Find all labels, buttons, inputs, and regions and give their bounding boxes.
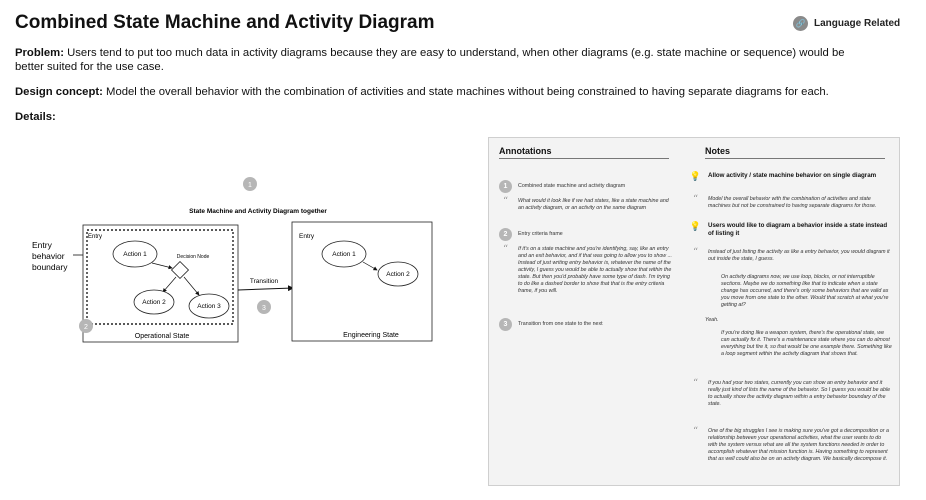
note-1-quote (689, 196, 891, 210)
problem-text: Users tend to put too much data in activity diagrams because they are easy to understand, when other diagrams (e.g. state machine or sequence) would be better suited for the use case. (15, 47, 845, 73)
engineering-entry-label: Entry (299, 233, 315, 240)
op-action-2-label: Action 2 (142, 299, 166, 306)
quote-icon: “ (502, 244, 509, 255)
operational-state[interactable] (83, 225, 238, 342)
note-2-followup-text: On activity diagrams now, we use loop, blocks, or not interruptible sections. Maybe we do something like that to indicate when a state change has occurred, and there's only some behaviors that are valid as you move from one state to the other. Would that scratch at what you're getting at? (721, 274, 889, 308)
annotation-2-quote-text: If it's on a state machine and you're identifying, say, like an entry and an exit behavior, and if that was going to allow you to show ... Instead of just writing entry behavior is, whatever the name of the activity, I guess you would be able to actually show that within the state. But then you'd probably have some type of dash. I'm trying to do like a dashed border to show that that is the entry criteria frame, if you will. (518, 246, 673, 294)
annotations-heading: Annotations (499, 146, 669, 159)
note-2-followup (721, 274, 893, 309)
marker-3-label: 3 (262, 305, 266, 312)
annotation-1-quote-text: What would it look like if we had states, like a state machine and an activity diagram, or an activity on the same diagram (518, 198, 669, 211)
op-action-3-label: Action 3 (197, 303, 221, 310)
quote-icon: “ (692, 378, 699, 389)
annotation-3-text: Transition from one state to the next (518, 321, 603, 327)
lightbulb-icon: 💡 (689, 221, 702, 231)
engineering-state[interactable] (292, 222, 432, 341)
marker-1-label: 1 (248, 182, 252, 189)
annotation-2-number: 2 (499, 228, 512, 241)
entry-behavior-line-2: behavior (32, 251, 65, 261)
transition-label: Transition (249, 278, 279, 285)
quote-icon: “ (692, 426, 699, 437)
marker-2-label: 2 (84, 324, 88, 331)
design-text: Model the overall behavior with the combination of activities and state machines without being constrained to having separate diagrams for each. (102, 86, 829, 98)
link-icon: 🔗 (793, 16, 808, 31)
note-3-quote-text: If you had your two states, currently you can show an entry behavior and it really just kind of lists the name of the behavior. So I guess you would be able to actually show the activity diagram within a entry behavior boundary of the state. (708, 380, 891, 407)
annotations-notes-panel (488, 137, 900, 486)
annotation-1-text: Combined state machine and activity diagram (518, 183, 626, 189)
decision-node-label: Decision Node (176, 254, 210, 260)
note-1-quote-text: Model the overall behavior with the combination of activities and state machines but not be constrained to having separate diagrams for those. (708, 196, 877, 209)
annotations-column (499, 146, 673, 476)
note-2-followup-2-text: If you're doing like a weapon system, there's the operational state, we can actually fix it. There's a maintenance state where you can do almost everything but fire it, so that would be one example there. Something like a loop segment within the activity diagram that shows that. (721, 330, 892, 357)
category-tag[interactable] (793, 16, 900, 31)
annotation-1-number: 1 (499, 180, 512, 193)
entry-behavior-line-1: Entry (32, 240, 52, 250)
annotation-2-text: Entry criteria frame (518, 231, 563, 237)
annotation-1-quote (499, 198, 675, 212)
note-1-title-text: Allow activity / state machine behavior on single diagram (708, 172, 877, 179)
transition-arrow[interactable] (238, 288, 293, 290)
annotation-2[interactable] (499, 228, 675, 241)
lightbulb-icon: 💡 (689, 171, 702, 181)
page-title: Combined State Machine and Activity Diagram (15, 12, 435, 33)
entry-behavior-line-3: boundary (32, 262, 68, 272)
quote-icon: “ (502, 196, 509, 207)
note-4-quote (689, 428, 891, 463)
op-action-1-label: Action 1 (123, 251, 147, 258)
operational-state-name: Operational State (134, 333, 190, 340)
diagram-title: State Machine and Activity Diagram together (189, 208, 327, 215)
details-label: Details: (15, 111, 56, 123)
annotation-3-number: 3 (499, 318, 512, 331)
note-2-reply-text: Yeah. (705, 317, 719, 323)
operational-entry-label: Entry (88, 234, 103, 240)
engineering-state-name: Engineering State (343, 332, 399, 339)
note-2-reply (705, 317, 765, 324)
note-2-title-text: Users would like to diagram a behavior inside a state instead of listing it (708, 222, 888, 237)
note-2-title (689, 222, 891, 237)
annotation-1[interactable] (499, 180, 675, 193)
notes-heading: Notes (705, 146, 885, 159)
note-2-followup-2 (721, 330, 893, 358)
note-3-quote (689, 380, 891, 408)
eng-action-2-label: Action 2 (386, 271, 410, 278)
problem-label: Problem: (15, 47, 64, 59)
note-1-title (689, 172, 891, 180)
note-2-quote (689, 249, 891, 263)
annotation-3[interactable] (499, 318, 675, 331)
eng-action-1-label: Action 1 (332, 251, 356, 258)
notes-column (689, 146, 892, 486)
note-2-quote-text: Instead of just listing the activity as like a entry behavior, you would diagram it out inside the state, I guess. (708, 249, 890, 262)
annotation-2-quote (499, 246, 675, 295)
tag-label: Language Related (814, 18, 901, 29)
design-label: Design concept: (15, 86, 103, 98)
quote-icon: “ (692, 194, 699, 205)
note-4-quote-text: One of the big struggles I see is making sure you've got a decomposition or a relationship between your operational activities, what the user wants to do with the system versus what are all the system functions needed in order to accomplish whatever that mission function is. Having something to represent that as well could also be on an activity diagram. We basically decompose it. (708, 428, 889, 462)
quote-icon: “ (692, 247, 699, 258)
entry-behavior-callout (32, 240, 87, 272)
